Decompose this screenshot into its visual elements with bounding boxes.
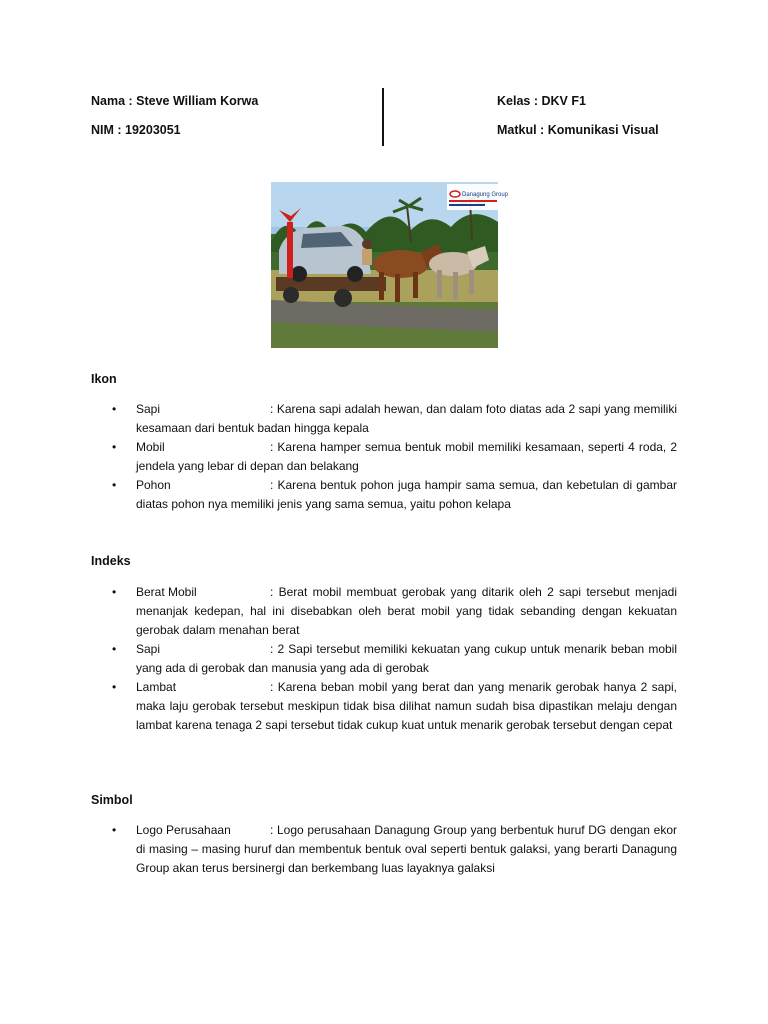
list-item — [112, 821, 677, 878]
bullet-icon: • — [112, 680, 117, 694]
item-term: Berat Mobil — [136, 585, 197, 599]
item-desc: : Karena beban mobil yang berat dan yang menarik gerobak hanya 2 sapi, maka laju gerobak tersebut meskipun tidak bisa dilihat namun sudah bisa dipastikan melaju dengan lambat karena tenaga 2 sapi tersebut tidak cukup kuat untuk menarik gerobak tersebut dengan cepat — [136, 680, 677, 732]
bullet-icon: • — [112, 478, 117, 492]
item-term: Logo Perusahaan — [136, 823, 231, 837]
item-desc: : 2 Sapi tersebut memiliki kekuatan yang cukup untuk menarik beban mobil yang ada di gerobak dan manusia yang ada di gerobak — [136, 642, 677, 675]
section-title-simbol: Simbol — [91, 793, 133, 807]
item-term: Pohon — [136, 478, 171, 492]
simbol-list — [112, 821, 677, 878]
item-desc: : Berat mobil membuat gerobak yang ditarik oleh 2 sapi tersebut menjadi menanjak kedepan, hal ini disebabkan oleh berat mobil yang tidak sebanding dengan kekuatan gerobak dalam menahan berat — [136, 585, 677, 637]
list-item — [112, 583, 677, 640]
bullet-icon: • — [112, 642, 117, 656]
photo-logo-text: Danagung Group — [462, 192, 509, 198]
item-term: Sapi — [136, 402, 161, 416]
item-desc: : Logo perusahaan Danagung Group yang berbentuk huruf DG dengan ekor di masing – masing huruf dan membentuk bentuk oval seperti bentuk galaksi, yang berarti Danagung Group akan terus bersinergi dan berkembang luas layaknya galaksi — [136, 823, 677, 875]
list-item — [112, 678, 677, 735]
item-desc: : Karena hamper semua bentuk mobil memiliki kesamaan, seperti 4 roda, 2 jendela yang lebar di depan dan belakang — [136, 440, 677, 473]
indeks-list — [112, 583, 677, 735]
cart-photo — [271, 182, 509, 348]
list-item — [112, 400, 677, 438]
item-term: Mobil — [136, 440, 165, 454]
bullet-icon: • — [112, 402, 117, 416]
item-term: Sapi — [136, 642, 161, 656]
student-name: Nama : Steve William Korwa — [91, 94, 259, 108]
item-term: Lambat — [136, 680, 177, 694]
item-desc: : Karena bentuk pohon juga hampir sama semua, dan kebetulan di gambar diatas pohon nya memiliki jenis yang sama semua, yaitu pohon kelapa — [136, 478, 677, 511]
list-item — [112, 640, 677, 678]
section-title-ikon: Ikon — [91, 372, 117, 386]
header-divider — [382, 88, 384, 146]
class-label: Kelas : DKV F1 — [497, 94, 586, 108]
item-desc: : Karena sapi adalah hewan, dan dalam foto diatas ada 2 sapi yang memiliki kesamaan dari bentuk badan hingga kepala — [136, 402, 677, 435]
course-label: Matkul : Komunikasi Visual — [497, 123, 659, 137]
bullet-icon: • — [112, 440, 117, 454]
section-title-indeks: Indeks — [91, 554, 131, 568]
student-nim: NIM : 19203051 — [91, 123, 181, 137]
bullet-icon: • — [112, 585, 117, 599]
bullet-icon: • — [112, 823, 117, 837]
ikon-list — [112, 400, 677, 514]
list-item — [112, 438, 677, 476]
list-item — [112, 476, 677, 514]
